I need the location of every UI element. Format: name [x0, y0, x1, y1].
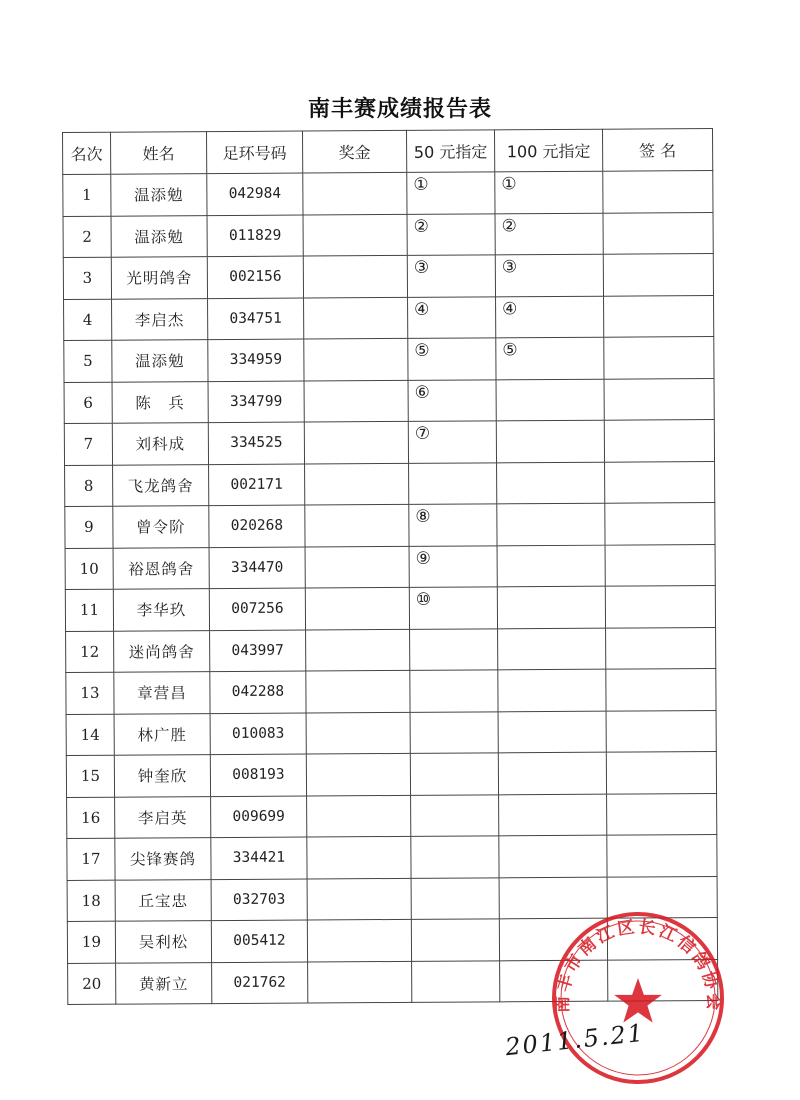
- circled-number: ①: [413, 175, 429, 196]
- cell-signature: [604, 295, 714, 337]
- cell-pick100: [495, 213, 603, 255]
- cell-prize: [306, 753, 410, 795]
- cell-prize: [305, 463, 409, 505]
- cell-prize: [308, 961, 412, 1003]
- table-row: [66, 669, 716, 714]
- cell-name: 温添勉: [111, 215, 207, 257]
- cell-rank: 8: [65, 465, 113, 507]
- cell-name: 温添勉: [111, 174, 207, 216]
- cell-signature: [606, 752, 716, 794]
- header-name: 姓名: [111, 132, 207, 175]
- cell-prize: [305, 504, 409, 546]
- table-row: [64, 337, 714, 382]
- cell-pick50: [408, 379, 496, 421]
- cell-name: 钟奎欣: [114, 755, 210, 797]
- cell-name: 光明鸽舍: [111, 257, 207, 299]
- cell-ring-number: 334799: [208, 381, 304, 423]
- table-row: [64, 378, 714, 423]
- table-row: [65, 544, 715, 589]
- page-title: 南丰赛成绩报告表: [307, 97, 492, 122]
- cell-pick100: [496, 337, 604, 379]
- cell-prize: [304, 421, 408, 463]
- cell-rank: 18: [67, 880, 115, 922]
- cell-rank: 6: [64, 382, 112, 424]
- table-row: [66, 710, 716, 755]
- cell-rank: 14: [66, 714, 114, 756]
- cell-rank: 2: [63, 216, 111, 258]
- cell-prize: [306, 629, 410, 671]
- cell-ring-number: 042984: [207, 173, 303, 215]
- cell-name: 陈 兵: [112, 381, 208, 423]
- cell-ring-number: 011829: [207, 215, 303, 257]
- cell-ring-number: 005412: [211, 920, 307, 962]
- circled-number: ④: [414, 299, 430, 320]
- table-header-row: [63, 129, 713, 175]
- header-pick100: 100 元指定: [494, 129, 602, 172]
- table-row: [65, 503, 715, 548]
- cell-ring-number: 042288: [210, 671, 306, 713]
- cell-ring-number: 008193: [210, 754, 306, 796]
- cell-name: 刘科成: [112, 423, 208, 465]
- cell-pick50: [409, 504, 497, 546]
- table-row: [64, 420, 714, 465]
- cell-signature: [604, 420, 714, 462]
- cell-pick100: [498, 628, 606, 670]
- cell-pick50: [410, 670, 498, 712]
- circled-number: ⑨: [415, 548, 431, 569]
- cell-name: 林广胜: [114, 713, 210, 755]
- cell-pick100: [497, 586, 605, 628]
- table-row: [64, 295, 714, 340]
- cell-name: 丘宝忠: [115, 879, 211, 921]
- cell-ring-number: 007256: [209, 588, 305, 630]
- circled-number: ⑩: [415, 590, 432, 611]
- cell-prize: [307, 795, 411, 837]
- cell-prize: [305, 546, 409, 588]
- cell-pick50: [408, 421, 496, 463]
- cell-name: 裕恩鸽舍: [113, 547, 209, 589]
- circled-number: ③: [413, 258, 430, 279]
- cell-pick100: [499, 794, 607, 836]
- cell-pick50: [409, 587, 497, 629]
- cell-pick100: [498, 669, 606, 711]
- header-pick50: 50 元指定: [406, 130, 494, 173]
- cell-prize: [304, 297, 408, 339]
- circled-number: ⑤: [414, 341, 430, 362]
- circled-number: ⑧: [415, 507, 431, 528]
- cell-name: 温添勉: [112, 340, 208, 382]
- cell-prize: [307, 836, 411, 878]
- circled-number: ⑤: [502, 340, 518, 361]
- cell-pick50: [411, 919, 499, 961]
- cell-ring-number: 002171: [209, 464, 305, 506]
- cell-rank: 19: [67, 921, 115, 963]
- cell-prize: [304, 338, 408, 380]
- cell-pick100: [498, 711, 606, 753]
- cell-rank: 17: [67, 838, 115, 880]
- table-row: [63, 212, 713, 257]
- cell-pick50: [407, 213, 495, 255]
- cell-signature: [607, 793, 717, 835]
- cell-pick50: [410, 628, 498, 670]
- cell-ring-number: 032703: [211, 879, 307, 921]
- cell-pick100: [495, 171, 603, 213]
- cell-ring-number: 010083: [210, 713, 306, 755]
- cell-rank: 16: [67, 797, 115, 839]
- cell-signature: [604, 337, 714, 379]
- seal-text: 南丰市南江区长江信鸽协会: [552, 917, 724, 1014]
- cell-prize: [306, 670, 410, 712]
- header-rank: 名次: [63, 132, 111, 174]
- cell-rank: 11: [65, 589, 113, 631]
- cell-signature: [603, 254, 713, 296]
- table-row: [63, 254, 713, 299]
- cell-signature: [605, 586, 715, 628]
- cell-rank: 7: [64, 423, 112, 465]
- cell-name: 章营昌: [114, 672, 210, 714]
- cell-rank: 20: [68, 963, 116, 1005]
- cell-ring-number: 334525: [208, 422, 304, 464]
- cell-name: 曾令阶: [113, 506, 209, 548]
- cell-rank: 3: [63, 257, 111, 299]
- header-signature: 签 名: [602, 129, 712, 172]
- cell-pick100: [497, 462, 605, 504]
- cell-pick100: [495, 254, 603, 296]
- cell-pick100: [497, 503, 605, 545]
- cell-prize: [303, 172, 407, 214]
- result-table: [62, 128, 718, 1005]
- seal-star-icon: [614, 978, 662, 1023]
- cell-pick50: [411, 836, 499, 878]
- cell-prize: [307, 878, 411, 920]
- cell-ring-number: 043997: [210, 630, 306, 672]
- cell-signature: [603, 171, 713, 213]
- cell-prize: [305, 587, 409, 629]
- table-row: [63, 171, 713, 216]
- cell-signature: [605, 503, 715, 545]
- circled-number: ④: [502, 298, 518, 320]
- cell-pick50: [407, 255, 495, 297]
- cell-pick100: [496, 379, 604, 421]
- cell-pick50: [407, 172, 495, 214]
- cell-signature: [603, 212, 713, 254]
- circled-number: ①: [501, 174, 517, 195]
- table-row: [65, 461, 715, 506]
- cell-prize: [306, 712, 410, 754]
- cell-signature: [606, 627, 716, 669]
- cell-pick50: [409, 545, 497, 587]
- cell-pick50: [410, 753, 498, 795]
- cell-signature: [606, 710, 716, 752]
- cell-signature: [605, 544, 715, 586]
- cell-pick50: [408, 338, 496, 380]
- cell-prize: [304, 380, 408, 422]
- cell-pick100: [496, 420, 604, 462]
- cell-name: 迷尚鸽舍: [114, 630, 210, 672]
- cell-pick100: [498, 752, 606, 794]
- circled-number: ②: [413, 216, 429, 237]
- cell-pick100: [496, 296, 604, 338]
- handwritten-date: 2011.5.21: [503, 1018, 647, 1062]
- cell-prize: [303, 255, 407, 297]
- cell-name: 李启杰: [112, 298, 208, 340]
- cell-name: 尖锋赛鸽: [115, 838, 211, 880]
- cell-ring-number: 020268: [209, 505, 305, 547]
- table-row: [67, 793, 717, 838]
- cell-signature: [605, 461, 715, 503]
- table-row: [65, 586, 715, 631]
- cell-ring-number: 002156: [207, 256, 303, 298]
- header-ring: 足环号码: [207, 131, 303, 174]
- circled-number: ⑥: [414, 382, 430, 403]
- cell-rank: 15: [66, 755, 114, 797]
- cell-prize: [303, 214, 407, 256]
- cell-pick50: [408, 296, 496, 338]
- table-row: [67, 835, 717, 880]
- cell-rank: 1: [63, 174, 111, 216]
- cell-ring-number: 334421: [211, 837, 307, 879]
- table-row: [66, 627, 716, 672]
- cell-ring-number: 009699: [211, 796, 307, 838]
- cell-pick50: [409, 462, 497, 504]
- header-prize: 奖金: [302, 130, 406, 173]
- cell-rank: 5: [64, 340, 112, 382]
- cell-name: 飞龙鸽舍: [113, 464, 209, 506]
- cell-name: 李华玖: [113, 589, 209, 631]
- cell-pick50: [411, 877, 499, 919]
- cell-rank: 13: [66, 672, 114, 714]
- cell-signature: [607, 835, 717, 877]
- circled-number: ③: [501, 257, 518, 278]
- cell-pick50: [410, 711, 498, 753]
- circled-number: ⑦: [414, 424, 431, 445]
- cell-signature: [606, 669, 716, 711]
- table-row: [66, 752, 716, 797]
- cell-pick100: [497, 545, 605, 587]
- cell-prize: [307, 919, 411, 961]
- cell-rank: 9: [65, 506, 113, 548]
- cell-rank: 12: [66, 631, 114, 673]
- cell-pick100: [499, 835, 607, 877]
- table-body: [63, 171, 718, 1005]
- cell-ring-number: 021762: [212, 962, 308, 1004]
- official-seal: [548, 908, 728, 1088]
- cell-ring-number: 334470: [209, 547, 305, 589]
- cell-ring-number: 034751: [208, 298, 304, 340]
- cell-name: 吴利松: [115, 921, 211, 963]
- cell-rank: 4: [64, 299, 112, 341]
- cell-signature: [604, 378, 714, 420]
- cell-rank: 10: [65, 548, 113, 590]
- circled-number: ②: [501, 215, 517, 237]
- cell-pick50: [412, 960, 500, 1002]
- cell-name: 李启英: [115, 796, 211, 838]
- cell-name: 黄新立: [116, 962, 212, 1004]
- cell-pick50: [411, 794, 499, 836]
- cell-ring-number: 334959: [208, 339, 304, 381]
